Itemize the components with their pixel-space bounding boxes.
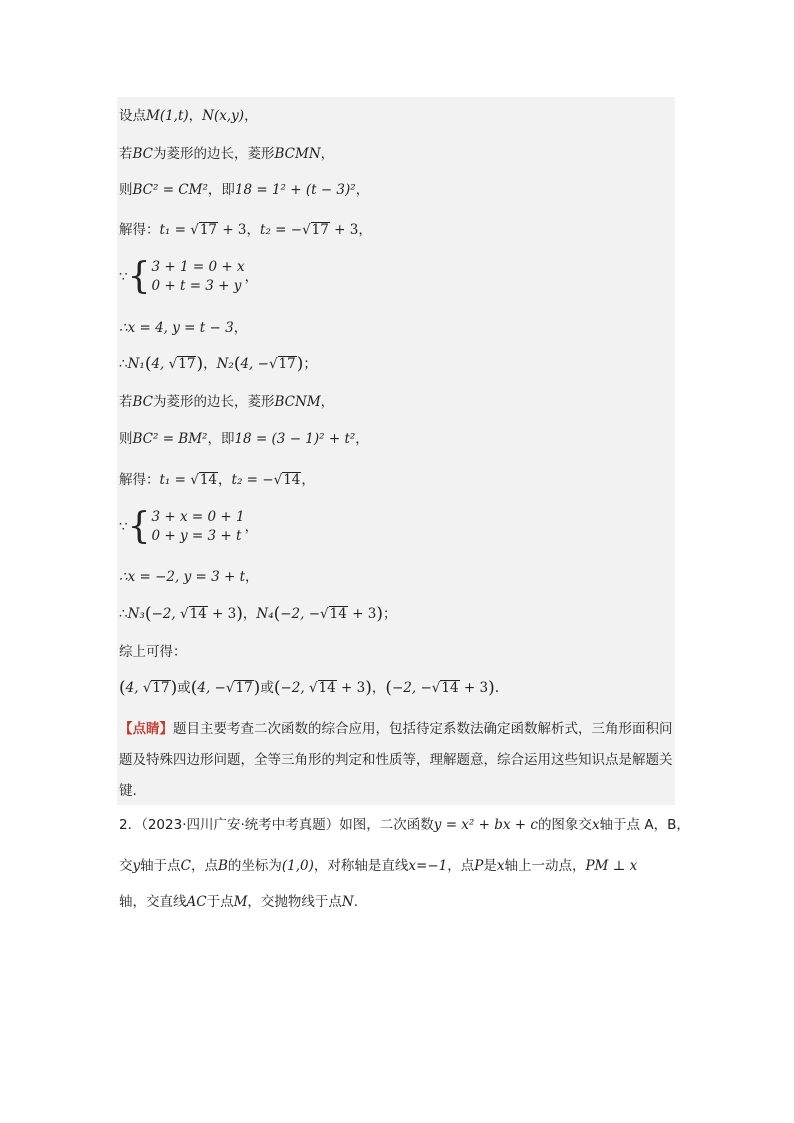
text: + 3	[329, 222, 359, 238]
sqrt-symbol: √	[431, 680, 441, 696]
point-n4: N₄	[256, 606, 274, 622]
solution-line-6	[119, 318, 247, 338]
text: ，	[358, 222, 372, 238]
point-n1: N₁	[127, 356, 145, 372]
system-rows	[152, 508, 245, 546]
paren: )	[170, 678, 178, 698]
solution-line-7	[119, 354, 317, 374]
root-t2: t₂ = −	[260, 222, 303, 238]
text: ，	[355, 431, 369, 447]
sqrt-symbol: √	[142, 680, 152, 696]
problem-line-2	[119, 855, 679, 877]
sqrt-symbol: √	[168, 356, 178, 372]
coord: 4, −	[240, 356, 269, 372]
problem-line-3	[119, 891, 679, 913]
coord: (1,0)	[281, 858, 314, 874]
paren: (	[119, 678, 126, 698]
text: 设点	[119, 108, 146, 124]
text: .	[353, 894, 359, 910]
text: ，	[242, 606, 257, 622]
radicand: 14	[441, 680, 459, 696]
solution-line-4	[119, 220, 372, 240]
summary-label: 综上可得：	[119, 644, 187, 660]
text: 的坐标为	[227, 858, 282, 874]
point-n2: N₂	[216, 356, 234, 372]
radicand: 17	[178, 356, 196, 372]
text: 为菱形的边长，菱形	[153, 394, 275, 410]
radicand: 17	[311, 222, 329, 238]
brace-icon: {	[127, 256, 151, 297]
point-m: M	[233, 894, 248, 910]
text: 轴上一动点，	[504, 858, 586, 874]
root-t2: t₂ = −	[231, 472, 274, 488]
text: 若	[119, 394, 133, 410]
equation: x=−1	[408, 858, 448, 874]
text: ，点	[447, 858, 475, 874]
text: ，	[244, 108, 258, 124]
paren: )	[253, 678, 261, 698]
rhombus-name: BCNM	[274, 394, 321, 410]
text: ，	[320, 146, 335, 162]
coord: −2, −	[280, 606, 321, 622]
segment-bc: BC	[132, 394, 154, 410]
point-p: P	[474, 858, 484, 874]
solution-line-1	[119, 106, 258, 126]
brace-icon: {	[127, 506, 151, 547]
solution-line-8	[119, 392, 334, 412]
system-row: 0 + y = 3 + t	[151, 528, 242, 544]
text: + 3	[218, 222, 247, 238]
text: ；	[382, 606, 397, 622]
paren: )	[365, 678, 372, 698]
coord: −2,	[280, 680, 309, 696]
text: 于点	[206, 894, 234, 910]
text: ，点	[190, 858, 218, 874]
text: ；	[303, 356, 317, 372]
root-t1: t₁ =	[159, 222, 191, 238]
text: ，即	[207, 431, 235, 447]
solution-line-3	[119, 180, 369, 200]
therefore-symbol: ∴	[119, 356, 128, 372]
coord: 4, −	[197, 680, 226, 696]
text: 轴于点	[140, 858, 181, 874]
text: ，交抛物线于点	[247, 894, 342, 910]
paren: (	[233, 354, 241, 374]
sqrt-symbol: √	[268, 356, 278, 372]
root-t1: t₁ =	[159, 472, 191, 488]
radicand: 14	[329, 606, 347, 622]
paren: (	[190, 678, 198, 698]
paren: )	[296, 354, 304, 374]
equation: 18 = (3 − 1)² + t²	[234, 431, 356, 447]
equation: ∴x = −2, y = 3 + t	[119, 569, 246, 585]
text: 或	[177, 680, 191, 696]
text: + 3	[207, 606, 237, 622]
coord: −2, −	[392, 680, 432, 696]
equation: y = x² + bx + c	[433, 817, 538, 833]
solution-line-11	[119, 508, 258, 546]
paren: (	[385, 678, 392, 698]
text: + 3	[459, 680, 489, 696]
radicand: 17	[235, 680, 253, 696]
text: 为菱形的边长，菱形	[153, 146, 275, 162]
paren: (	[144, 354, 152, 374]
system-row: 3 + x = 0 + 1	[151, 509, 245, 525]
point-m-coord: (1,t)	[159, 108, 189, 124]
text: ，	[244, 269, 259, 285]
system-row: 3 + 1 = 0 + x	[151, 259, 245, 275]
solution-box	[117, 97, 675, 805]
equation-system	[119, 508, 258, 546]
point-b: B	[217, 858, 228, 874]
sqrt-symbol: √	[308, 680, 318, 696]
text: ，	[320, 394, 335, 410]
radicand: 17	[278, 356, 296, 372]
text: ，	[218, 472, 232, 488]
text: 解得：	[119, 472, 160, 488]
text: 交	[119, 858, 133, 874]
solution-line-13	[119, 604, 396, 624]
var-x: x	[591, 817, 600, 833]
because-symbol: ∵	[119, 519, 128, 535]
radicand: 14	[283, 472, 301, 488]
sqrt-symbol: √	[273, 472, 283, 488]
solution-line-2	[119, 144, 334, 164]
text: 是	[483, 858, 497, 874]
paren: )	[196, 354, 204, 374]
point-n: N	[202, 108, 214, 124]
var-x: x	[496, 858, 505, 874]
text: ，	[355, 182, 370, 198]
text: 则	[119, 182, 133, 198]
sqrt-symbol: √	[190, 472, 199, 488]
comment-tag: 【点睛】	[119, 721, 173, 737]
text: ，	[233, 320, 248, 336]
equation: BC² = BM²	[132, 431, 208, 447]
text: 的图象交	[537, 817, 592, 833]
because-symbol: ∵	[119, 269, 128, 285]
solution-line-12	[119, 567, 259, 587]
radicand: 17	[199, 222, 218, 238]
text: 轴，交直线	[119, 894, 187, 910]
sqrt-symbol: √	[302, 222, 311, 238]
text: ，	[371, 680, 386, 696]
solution-line-9	[119, 429, 369, 449]
text: ，	[245, 569, 259, 585]
equation: BC² = CM²	[132, 182, 208, 198]
text: ，	[246, 222, 261, 238]
solution-line-5	[119, 258, 258, 296]
sqrt-symbol: √	[225, 680, 235, 696]
comment-paragraph	[119, 714, 675, 807]
coord: −2,	[151, 606, 180, 622]
var-y: y	[132, 858, 141, 874]
text: ，对称轴是直线	[313, 858, 409, 874]
text: 若	[119, 146, 133, 162]
equation: PM ⊥ x	[585, 858, 638, 874]
text: ，	[301, 472, 315, 488]
point-c: C	[180, 858, 191, 874]
segment-bc: BC	[132, 146, 154, 162]
radicand: 17	[152, 680, 170, 696]
sqrt-symbol: √	[320, 606, 329, 622]
system-row: 0 + t = 3 + y	[151, 278, 242, 294]
solution-line-14	[119, 642, 187, 662]
equation: ∴x = 4, y = t − 3	[119, 320, 234, 336]
text: + 3	[336, 680, 366, 696]
sqrt-symbol: √	[190, 222, 199, 238]
text: 则	[119, 431, 133, 447]
text: ，即	[207, 182, 235, 198]
text: ，	[244, 519, 259, 535]
text: 轴于点 A，B，	[599, 817, 690, 833]
radicand: 14	[199, 472, 218, 488]
point-n3: N₃	[127, 606, 145, 622]
coord: 4,	[151, 356, 169, 372]
therefore-symbol: ∴	[119, 606, 128, 622]
radicand: 14	[318, 680, 336, 696]
point-n: N	[341, 894, 354, 910]
text: 或	[260, 680, 274, 696]
solution-line-15	[119, 678, 499, 698]
text: 解得：	[119, 222, 160, 238]
paren: )	[376, 604, 383, 624]
paren: (	[144, 604, 152, 624]
equation: 18 = 1² + (t − 3)²	[234, 182, 356, 198]
segment-ac: AC	[186, 894, 207, 910]
sqrt-symbol: √	[179, 606, 189, 622]
text: ，	[203, 356, 217, 372]
point-n-coord: (x,y)	[213, 108, 245, 124]
paren: )	[236, 604, 243, 624]
text: .	[494, 680, 500, 696]
solution-line-10	[119, 470, 315, 490]
text: ，	[188, 108, 203, 124]
coord: 4,	[125, 680, 143, 696]
system-rows	[152, 258, 245, 296]
paren: (	[273, 604, 281, 624]
rhombus-name: BCMN	[274, 146, 321, 162]
paren: )	[488, 678, 495, 698]
paren: (	[273, 678, 281, 698]
equation-system	[119, 258, 258, 296]
problem-line-1	[119, 814, 690, 836]
text: 2．（2023·四川广安·统考中考真题）如图，二次函数	[119, 817, 434, 833]
radicand: 14	[189, 606, 207, 622]
text: + 3	[347, 606, 377, 622]
comment-text: 题目主要考查二次函数的综合应用，包括待定系数法确定函数解析式，三角形面积问题及特殊四边形问题，全等三角形的判定和性质等，理解题意，综合运用这些知识点是解题关键.	[119, 721, 673, 799]
point-m: M	[146, 108, 160, 124]
